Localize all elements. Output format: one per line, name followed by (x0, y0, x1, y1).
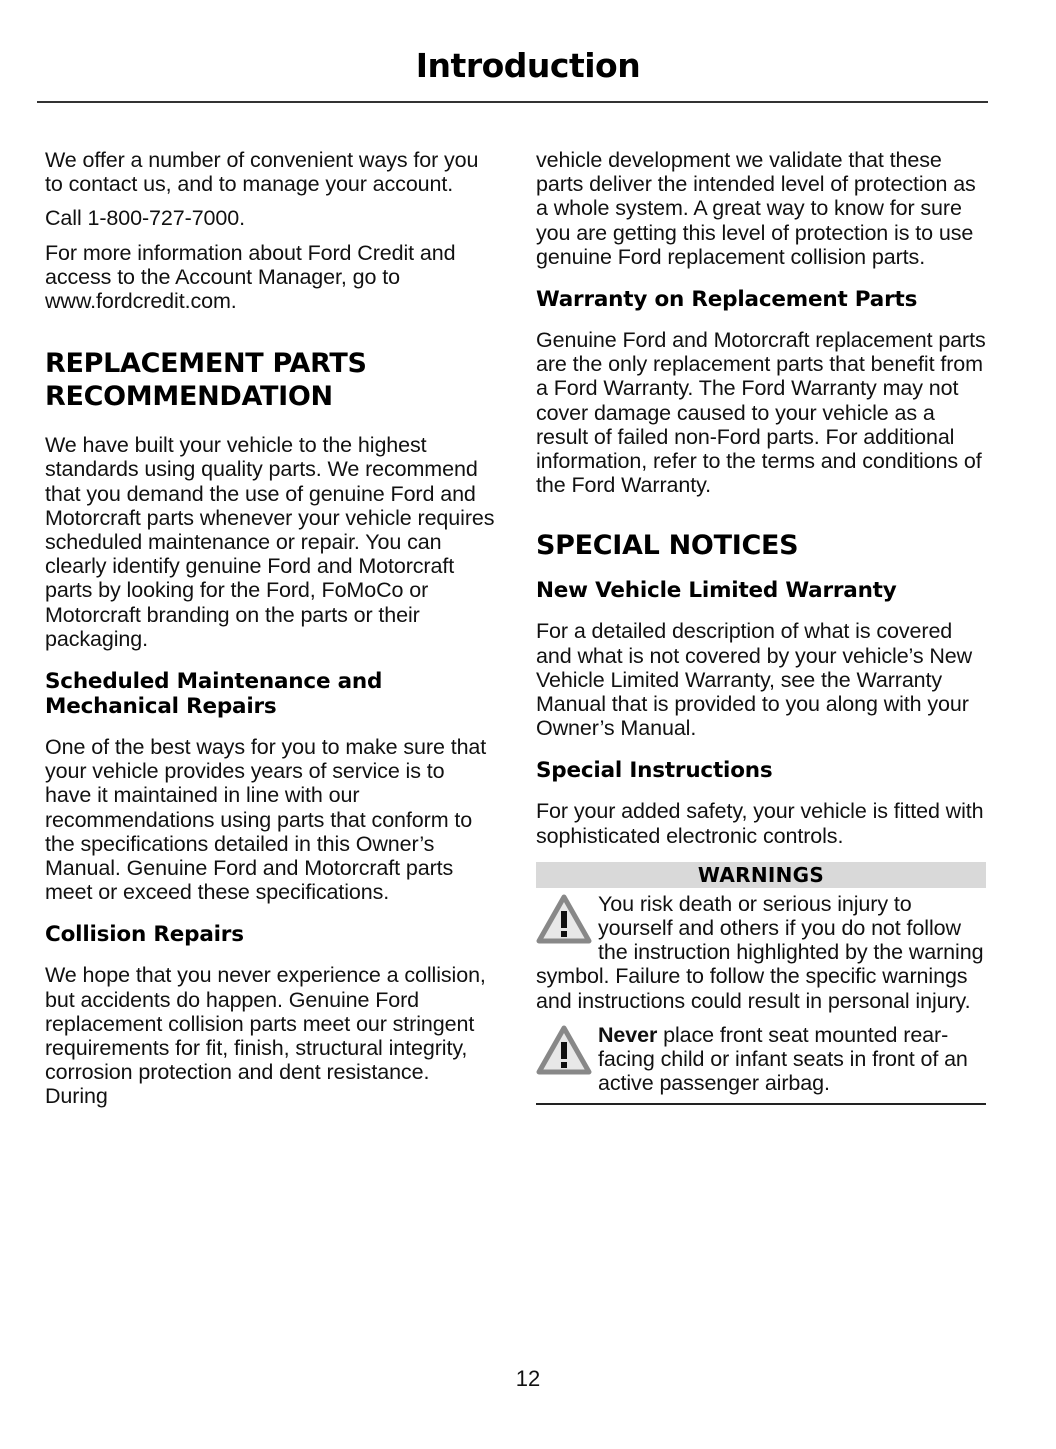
warning-item (536, 892, 986, 1013)
warning-text (536, 1023, 986, 1096)
replacement-parts-paragraph: We have built your vehicle to the highest standards using quality parts. We recommend that you demand the use of genuine Ford and Motorcraft parts whenever your vehicle requires scheduled maintenance or repair. You can clearly identify genuine Ford and Motorcraft parts by looking for the Ford, FoMoCo or Motorcraft branding on the parts or their packaging. (45, 433, 495, 651)
phone-paragraph: Call 1-800-727-7000. (45, 206, 245, 231)
subheading-warranty-replacement-parts: Warranty on Replacement Parts (536, 287, 918, 313)
warning-triangle-icon (536, 894, 592, 944)
intro-paragraph: We offer a number of convenient ways for you to contact us, and to manage your account. (45, 148, 479, 197)
subheading-collision-repairs: Collision Repairs (45, 922, 244, 948)
title-divider (37, 101, 988, 103)
page-number: 12 (515, 1366, 541, 1391)
warnings-end-rule (536, 1103, 986, 1105)
collision-repairs-paragraph: We hope that you never experience a collision, but accidents do happen. Genuine Ford replacement collision parts meet our stringent requirements for fit, finish, structural integrity, corrosion protection and dent resistance. During (45, 963, 486, 1109)
ford-credit-paragraph: For more information about Ford Credit and access to the Account Manager, go to www.fordcredit.com. (45, 240, 456, 314)
subheading-new-vehicle-warranty: New Vehicle Limited Warranty (536, 578, 897, 604)
warning-text-rest: place front seat mounted rear-facing child or infant seats in front of an active passenger airbag. (598, 1022, 968, 1096)
page-title: Introduction (415, 46, 641, 85)
warnings-header: WARNINGS (536, 862, 986, 888)
subheading-special-instructions: Special Instructions (536, 758, 773, 784)
section-heading-special-notices: SPECIAL NOTICES (536, 530, 799, 562)
subheading-scheduled-maintenance: Scheduled Maintenance and Mechanical Repairs (45, 669, 383, 720)
right-column (536, 148, 986, 1105)
section-heading-replacement-parts: REPLACEMENT PARTS RECOMMENDATION (45, 348, 367, 413)
warning-emphasis: Never (598, 1022, 658, 1047)
warning-item (536, 1023, 986, 1096)
warranty-paragraph: Genuine Ford and Motorcraft replacement parts are the only replacement parts that benefit from a Ford Warranty. The Ford Warranty may not cover damage caused to your vehicle as a result of failed non-Ford parts. For additional information, refer to the terms and conditions of the Ford Warranty. (536, 328, 986, 498)
left-column (45, 148, 495, 1109)
scheduled-maintenance-paragraph: One of the best ways for you to make sure that your vehicle provides years of service is to have it maintained in line with our recommendations using parts that conform to the specifications detailed in this Owner’s Manual. Genuine Ford and Motorcraft parts meet or exceed these specifications. (45, 735, 487, 905)
continued-paragraph: vehicle development we validate that these parts deliver the intended level of protection as a whole system. A great way to know for sure you are getting this level of protection is to use genuine Ford replacement collision parts. (536, 148, 976, 269)
warning-triangle-icon (536, 1025, 592, 1075)
new-vehicle-warranty-paragraph: For a detailed description of what is covered and what is not covered by your vehicle’s New Vehicle Limited Warranty, see the Warranty Manual that is provided to you along with your Owner’s Manual. (536, 619, 973, 741)
special-instructions-paragraph: For your added safety, your vehicle is fitted with sophisticated electronic controls. (536, 799, 984, 848)
warning-text: You risk death or serious injury to yourself and others if you do not follow the instruction highlighted by the warning symbol. Failure to follow the specific warnings and instructions could result in personal injury. (536, 891, 984, 1013)
